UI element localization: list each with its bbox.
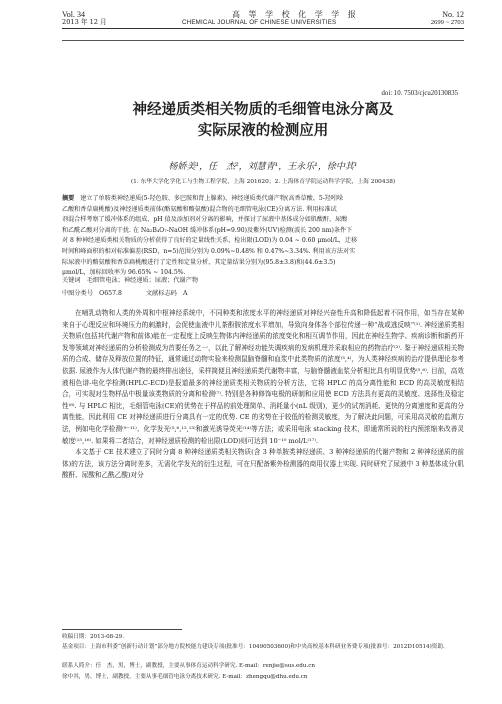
footnote-received: 收稿日期：2013-08-29. — [62, 634, 124, 640]
abstract-line: 时间和峰面积的相对标准偏差(RSD，n=5)范围分别为 0.09%~0.48% 和 0.47%~3.34%. 利用该方法对实 — [62, 247, 356, 255]
volume-label: Vol. 34 — [62, 10, 85, 19]
article-title-line1: 神经递质类相关物质的毛细管电泳分离及 — [132, 102, 394, 118]
footnote-contact1: 联系人简介：任 杰，男，博士，副教授，主要从事体育运动科学研究. E-mail：renjie@sus.edu.cn — [62, 663, 315, 669]
abstract-text: 建立了单胺类神经递质(5-羟色胺、多巴胺和肾上腺素)、神经递质类代谢产物(高香草酸、5-羟吲哚 — [80, 195, 344, 202]
abstract-label: 摘要 — [62, 195, 75, 202]
journal-name-en: CHEMICAL JOURNAL OF CHINESE UNIVERSITIES — [182, 19, 337, 26]
abstract-line: 际尿液中的酪氨酸和香草扁桃酸进行了定性和定量分析，其定量结果分别为(95.8±3.8)和(44.6±3.5) — [62, 258, 336, 266]
body-paragraph: 本文基于 CE 技术建立了同时分离 8 种神经递质类相关物质(含 3 种单胺类神经递质、3 种神经递质的代谢产物和 2 种神经递质的前体)的方法，该方法分离时差多，无需化学发光的衍生过程，可在只配备紫外检测器的商用仪器上实现. 同时研究了尿液中 3 种基体成分(肌酸酐、尿酸和乙酰乙酸)对分 — [62, 448, 464, 480]
issue-date: 2013 年 12 月 — [62, 18, 107, 26]
running-subheader — [62, 18, 464, 66]
abstract-line: 和乙酰乙酸对分离的干扰. 在 Na₂B₄O₇-NaOH 缓冲体系(pH=9.90)及紫外(UV)检测(波长 200 nm)条件下 — [62, 226, 353, 234]
classification-row — [62, 288, 464, 297]
affiliation: (1. 东华大学化学化工与生物工程学院，上海 201620；2. 上海体育学院运动科学学院，上海 200438) — [130, 179, 396, 185]
journal-name-cn: 高 等 学 校 化 学 学 报 — [232, 10, 359, 19]
abstract — [62, 194, 464, 279]
footnote-funding: 基金项目：上海市科委“创新行动计划”部分地方院校能力建设专项(批准号：10490503600)和中央高校基本科研业务费专项(批准号：2012D10514)资助. — [62, 644, 445, 650]
article-title-line2: 实际尿液的检测应用 — [197, 123, 329, 139]
footnote-rule — [62, 629, 182, 630]
clc-number: 中图分类号 O657.8 — [62, 290, 122, 297]
body-text — [62, 308, 464, 482]
abstract-line: 对 8 种神经递质类相关物质的分析获得了良好的定量线性关系，检出限(LOD)为 0.04 ~ 0.60 μmol/L，迁移 — [62, 237, 358, 245]
abstract-line: 乙酸和香草扁桃酸)及神经递质类前体(酪氨酸和酪氨酸)混合物的毛细管电泳(CE)分离方法. 利用标准试 — [62, 205, 337, 213]
abstract-line — [62, 194, 464, 205]
abstract-line: 剂混合样考察了缓冲体系的组成、pH 值及添加剂对分离的影响，并探讨了尿液中基体成分如肌酸酐、尿酸 — [62, 216, 348, 224]
body-paragraph: 在哺乳动物和人类的外周和中枢神经系统中，不同种类和浓度水平的神经递质对神经兴奋性升高和降低起着不同作用，如当存在某种来自于心理反应和环境压力的刺激时，会促使血液中儿茶酚胺浓度水平增加，导致向身体各个部位传递一种“战或逃反映”⁽¹⁾. 神经递质类相关物质(包括其代谢产物和前体)能在一定程度上反映生物体内神经递质的浓度变化和相互调节作用，因此在神经生物学、疾病诊断和新药开发等领域对神经递质的分析检测成为首要任务之一，以此了解神经功能失调疾病的发病机理并采取相应的药物治疗⁽²⁾. 鉴于神经递质相关物质的合成、储存及释放位置的特征，通常通过动物实验来检测鼠脑脊髓和血浆中此类物质的浓度⁽³,⁴⁾，为人类神经疾病的治疗提供理论参考依据. 尿液作为人体代谢产物的最终排出途径，采样简便且神经递质类代谢物丰富，与脑脊髓液血浆分析相比具有明显优势⁽⁵,⁶⁾. 目前，高效液相色谱-电化学检测(HPLC-ECD)是报道最多的神经递质类相关物质的分析方法，它将 HPLC 的高分离性能和 ECD 的高灵敏度相结合，可实现对生物样品中极量该类物质的分离和检测⁽⁷⁾. 特别是各种修饰电极的研制和应用使 ECD 方法具有更高的灵敏度、选择性及稳定性⁽⁸⁾. 与 HPLC 相比，毛细管电泳(CE)的优势在于样品的前处理简单、消耗量小(nL 级别)，更少的试剂消耗、更快的分离速度和更高的分离性能，因此利用 CE 对神经递质进行分离具有一定的优势. CE 的劣势在于较低的检测灵敏度，为了解决此问题，可采用高灵敏的监测方法，例如电化学检测⁽⁹⁻¹¹⁾、化学发光⁽⁵,⁶,¹²,¹³⁾和激光诱导荧光⁽¹⁴⁾等方法；或采用电泳 stacking 技术，即通常所说的柱内预浓缩来改善灵敏度⁽¹⁵,¹⁶⁾. 如果将二者结合，对神经递质检测的检出限(LOD)则可达到 10⁻¹⁰ mol/L⁽¹⁷⁾. — [62, 309, 464, 445]
page-range: 2699 ~ 2703 — [430, 19, 464, 26]
abstract-line: μmol/L，加标回收率为 96.65% ~ 104.5%. — [62, 269, 186, 277]
document-code: 文献标志码 A — [145, 290, 188, 297]
header-rule-thin — [62, 40, 464, 41]
footnote-contact2: 徐中其，男，博士，副教授，主要从事毛细管电泳分离技术研究. E-mail：zhengqu@dhu.edu.cn — [62, 674, 308, 680]
author-list: 杨娇美¹，任 杰²，刘慧青¹，王永乐¹，徐中其¹ — [168, 162, 358, 172]
keywords: 关键词 毛细管电泳；神经递质；尿液；代谢产物 — [62, 277, 199, 284]
issue-label: No. 12 — [442, 10, 464, 19]
doi[interactable]: doi: 10. 7503/cjcu20130835 — [381, 90, 458, 97]
